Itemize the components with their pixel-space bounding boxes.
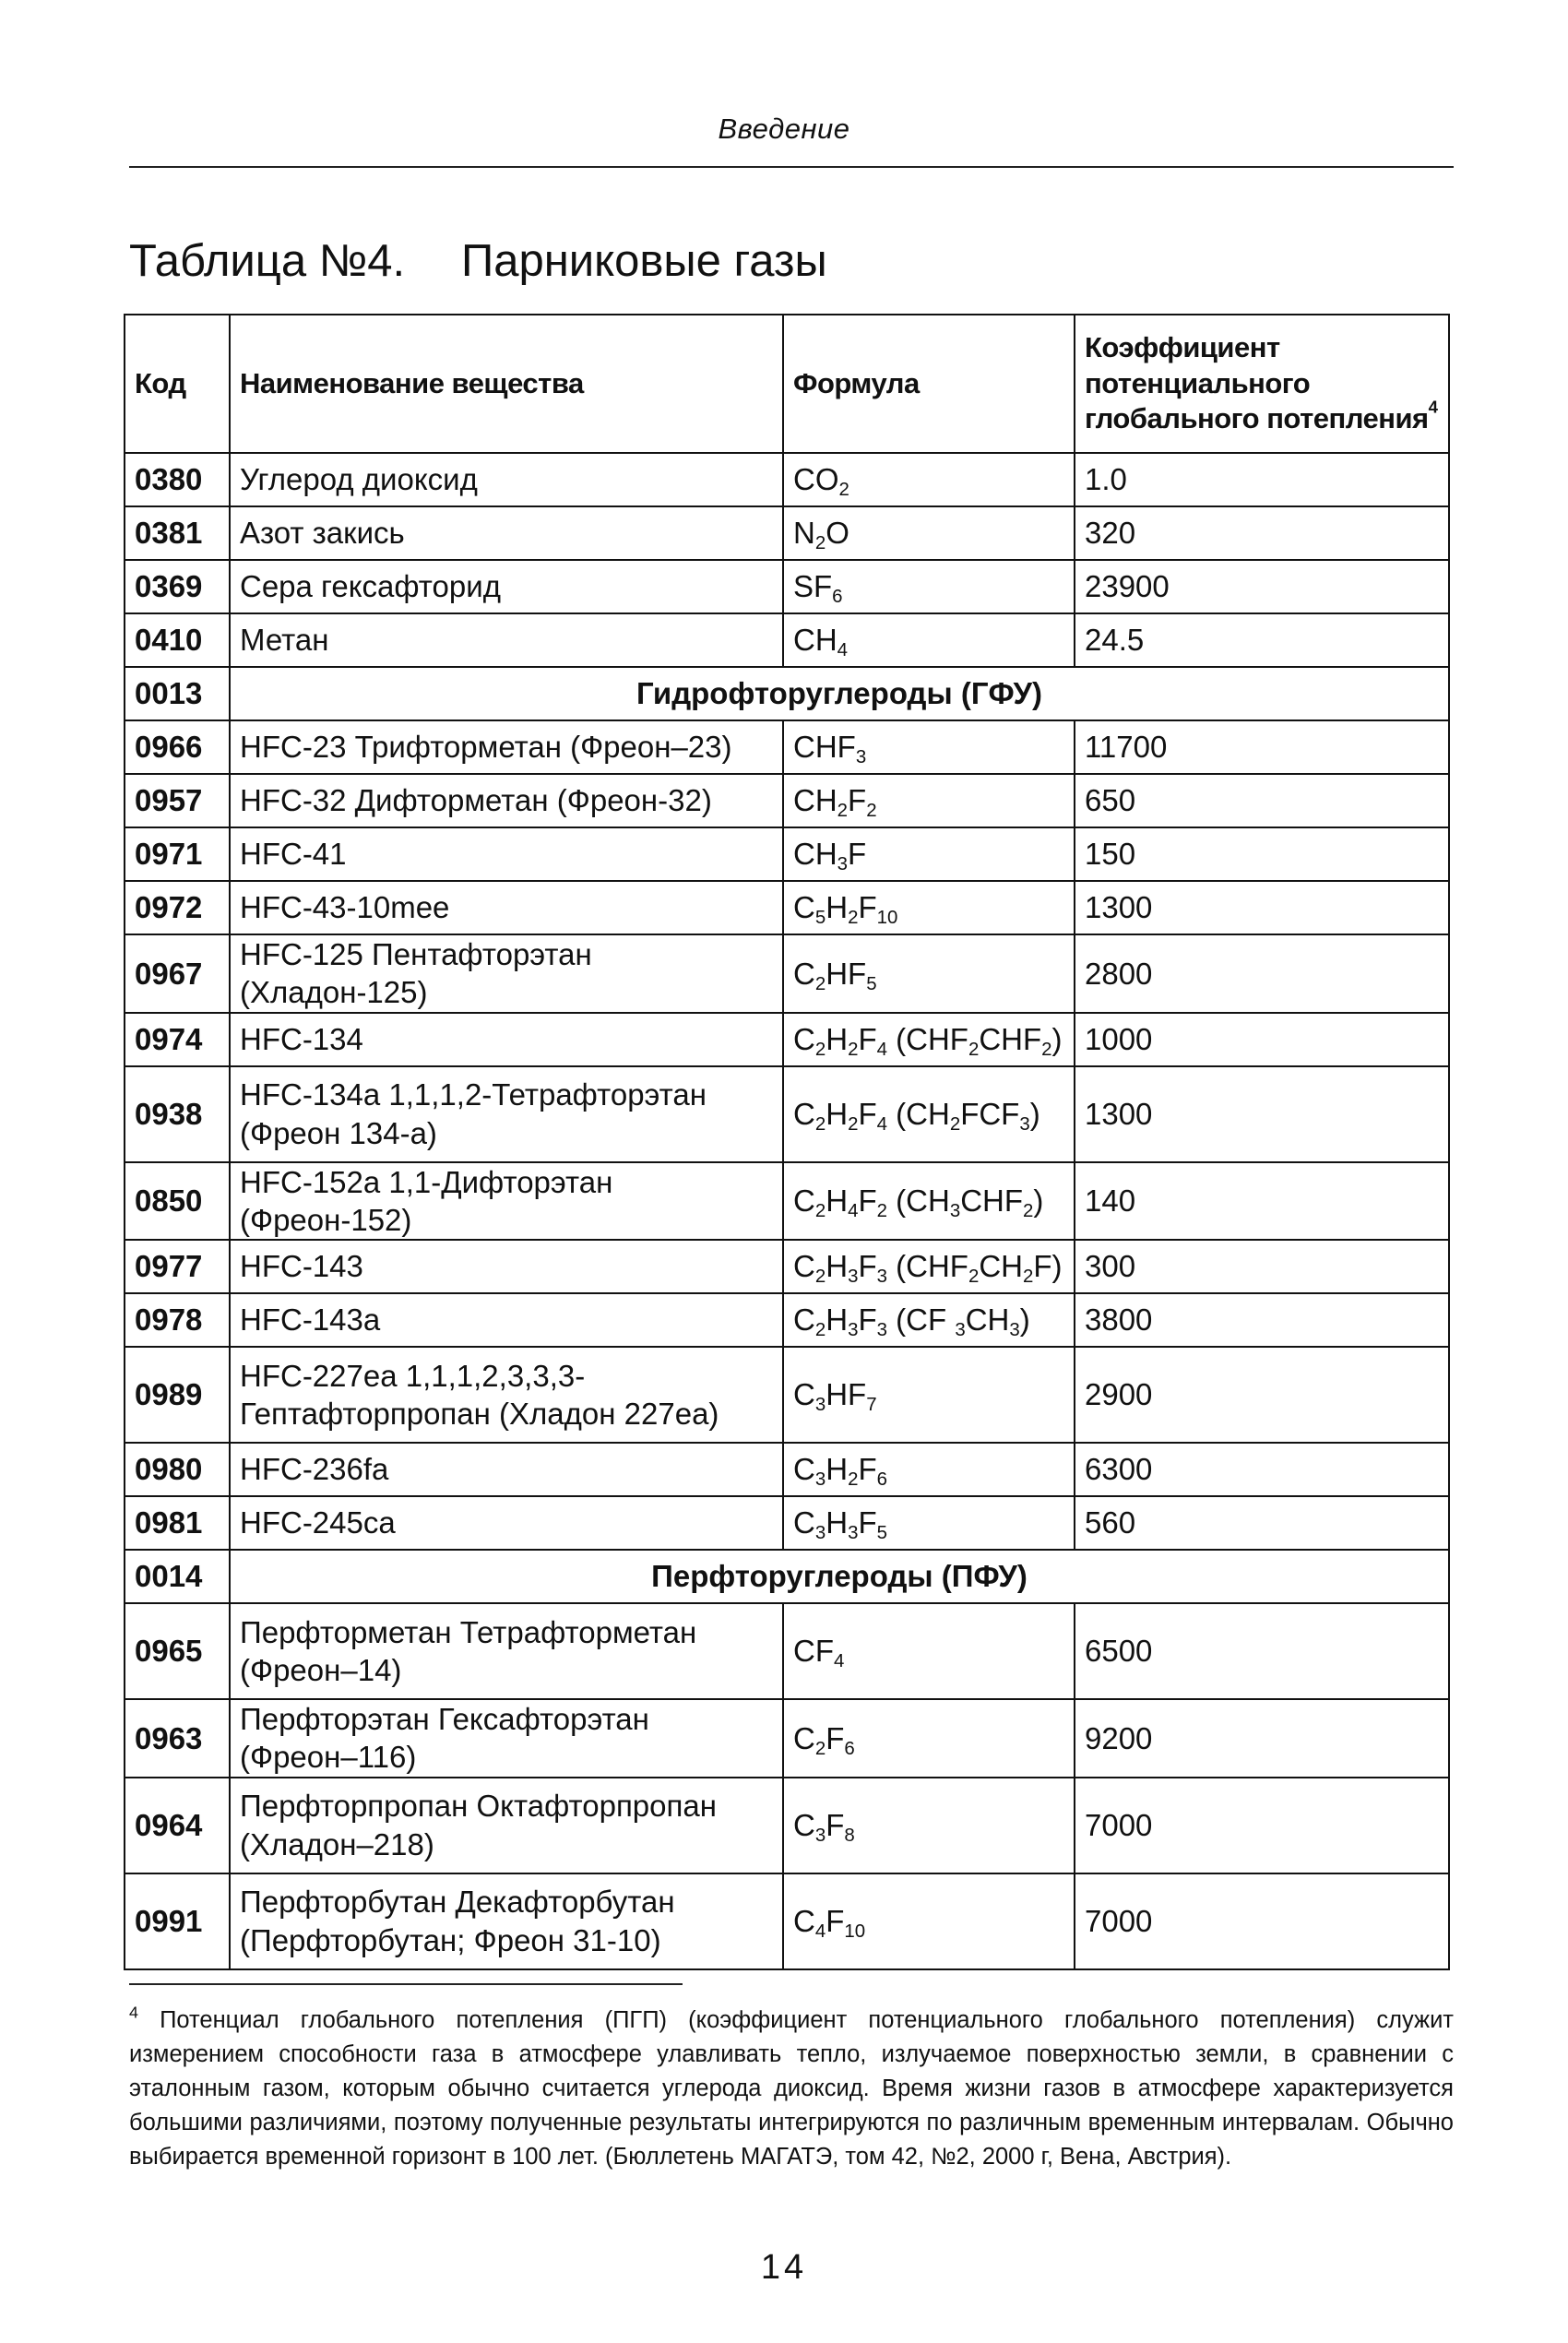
cell-gwp: 23900 <box>1075 560 1449 613</box>
cell-gwp: 11700 <box>1075 720 1449 774</box>
cell-name: HFC-41 <box>230 827 783 881</box>
greenhouse-gases-table <box>124 314 1450 1970</box>
cell-name: HFC-152a 1,1-Дифторэтан (Фреон-152) <box>230 1162 783 1241</box>
column-header-name: Наименование вещества <box>230 315 783 453</box>
table-row <box>125 613 1449 667</box>
cell-gwp: 1000 <box>1075 1013 1449 1066</box>
footnote-text: Потенциал глобального потепления (ПГП) (коэффициент потенциального глобального потепления) служит измерением способности газа в атмосфере улавливать тепло, излучаемое поверхностью земли, в сравнении с эталонным газом, которым обычно считается углерода диоксид. Время жизни газов в атмосфере характеризуется большими различиями, поэтому полученные результаты интегрируются по различным временным интервалам. Обычно выбирается временной горизонт в 100 лет. (Бюллетень МАГАТЭ, том 42, №2, 2000 г, Вена, Австрия). <box>129 2007 1454 2170</box>
table-row <box>125 1347 1449 1443</box>
cell-code: 0989 <box>125 1347 230 1443</box>
cell-formula: $C_3F_8$ <box>783 1778 1075 1873</box>
table-row <box>125 1162 1449 1241</box>
cell-code: 0850 <box>125 1162 230 1241</box>
cell-formula: $C_2H_2F_4$ $(CHF_2CHF_2)$ <box>783 1013 1075 1066</box>
table-row <box>125 1293 1449 1347</box>
cell-formula: $C_2H_2F_4$ $(CH_2FCF_3)$ <box>783 1066 1075 1162</box>
cell-code: 0957 <box>125 774 230 827</box>
cell-code: 0410 <box>125 613 230 667</box>
table-row <box>125 1013 1449 1066</box>
footnote <box>129 2004 1454 2174</box>
cell-code: 0964 <box>125 1778 230 1873</box>
cell-formula: $CH_2F_2$ <box>783 774 1075 827</box>
cell-formula: $CO_2$ <box>783 453 1075 506</box>
cell-formula: $C_2F_6$ <box>783 1699 1075 1778</box>
cell-code: 0963 <box>125 1699 230 1778</box>
table-row <box>125 453 1449 506</box>
cell-gwp: 1300 <box>1075 1066 1449 1162</box>
table-row <box>125 774 1449 827</box>
column-header-gwp <box>1075 315 1449 453</box>
table-row <box>125 1873 1449 1969</box>
cell-gwp: 560 <box>1075 1496 1449 1550</box>
cell-code: 0991 <box>125 1873 230 1969</box>
cell-gwp: 9200 <box>1075 1699 1449 1778</box>
cell-formula: $C_2H_3F_3$ $(CHF_2CH_2F)$ <box>783 1240 1075 1293</box>
cell-name: Азот закись <box>230 506 783 560</box>
cell-code: 0966 <box>125 720 230 774</box>
table-row <box>125 1443 1449 1496</box>
cell-gwp: 2800 <box>1075 934 1449 1013</box>
table-header-row <box>125 315 1449 453</box>
cell-formula: $C_5H_2F_{10}$ <box>783 881 1075 934</box>
cell-formula: $CH_4$ <box>783 613 1075 667</box>
cell-name: Углерод диоксид <box>230 453 783 506</box>
cell-name: HFC-43-10mee <box>230 881 783 934</box>
cell-code: 0974 <box>125 1013 230 1066</box>
cell-formula: $N_2O$ <box>783 506 1075 560</box>
cell-name: HFC-143a <box>230 1293 783 1347</box>
cell-formula: $CH_3F$ <box>783 827 1075 881</box>
cell-name: HFC-245ca <box>230 1496 783 1550</box>
table-body <box>125 453 1449 1969</box>
table-row <box>125 1778 1449 1873</box>
table-row <box>125 1066 1449 1162</box>
footnote-marker: 4 <box>129 2003 138 2022</box>
cell-formula: $C_3H_2F_6$ <box>783 1443 1075 1496</box>
table-row <box>125 720 1449 774</box>
table-group-row <box>125 667 1449 720</box>
cell-name: Перфторпропан Октафторпропан (Хладон–218) <box>230 1778 783 1873</box>
cell-gwp: 1.0 <box>1075 453 1449 506</box>
cell-gwp: 24.5 <box>1075 613 1449 667</box>
cell-formula: $C_4F_{10}$ <box>783 1873 1075 1969</box>
cell-code: 0971 <box>125 827 230 881</box>
table-row <box>125 1496 1449 1550</box>
cell-gwp: 6500 <box>1075 1603 1449 1699</box>
cell-gwp: 150 <box>1075 827 1449 881</box>
table-row <box>125 506 1449 560</box>
cell-formula: $CHF_3$ <box>783 720 1075 774</box>
cell-gwp: 650 <box>1075 774 1449 827</box>
cell-code: 0981 <box>125 1496 230 1550</box>
cell-group-title: Перфторуглероды (ПФУ) <box>230 1550 1449 1603</box>
table-row <box>125 1240 1449 1293</box>
cell-code: 0980 <box>125 1443 230 1496</box>
footnote-ref: 4 <box>1428 397 1438 417</box>
table-row <box>125 560 1449 613</box>
footnote-divider <box>129 1983 683 1985</box>
cell-gwp: 320 <box>1075 506 1449 560</box>
cell-name: HFC-227ea 1,1,1,2,3,3,3-Гептафторпропан (Хладон 227ea) <box>230 1347 783 1443</box>
cell-gwp: 300 <box>1075 1240 1449 1293</box>
cell-group-title: Гидрофторуглероды (ГФУ) <box>230 667 1449 720</box>
cell-gwp: 1300 <box>1075 881 1449 934</box>
cell-formula: $C_2H_4F_2$ $(CH_3CHF_2)$ <box>783 1162 1075 1241</box>
column-header-formula: Формула <box>783 315 1075 453</box>
cell-name: HFC-23 Трифторметан (Фреон–23) <box>230 720 783 774</box>
cell-formula: $C_3H_3F_5$ <box>783 1496 1075 1550</box>
page-number: 14 <box>760 2248 808 2287</box>
table-row <box>125 1603 1449 1699</box>
cell-code: 0014 <box>125 1550 230 1603</box>
cell-gwp: 6300 <box>1075 1443 1449 1496</box>
cell-code: 0380 <box>125 453 230 506</box>
cell-gwp: 140 <box>1075 1162 1449 1241</box>
cell-formula: $C_3HF_7$ <box>783 1347 1075 1443</box>
table-number: Таблица №4. <box>129 236 406 286</box>
cell-name: Перфторбутан Декафторбутан (Перфторбутан; Фреон 31-10) <box>230 1873 783 1969</box>
cell-code: 0972 <box>125 881 230 934</box>
cell-name: Перфторметан Тетрафторметан (Фреон–14) <box>230 1603 783 1699</box>
running-header: Введение <box>718 113 850 145</box>
table-row <box>125 881 1449 934</box>
cell-name: HFC-134a 1,1,1,2-Тетрафторэтан (Фреон 134-a) <box>230 1066 783 1162</box>
table-row <box>125 934 1449 1013</box>
cell-code: 0965 <box>125 1603 230 1699</box>
cell-name: HFC-134 <box>230 1013 783 1066</box>
cell-gwp: 3800 <box>1075 1293 1449 1347</box>
cell-gwp: 2900 <box>1075 1347 1449 1443</box>
cell-name: HFC-125 Пентафторэтан (Хладон-125) <box>230 934 783 1013</box>
table-group-row <box>125 1550 1449 1603</box>
cell-code: 0013 <box>125 667 230 720</box>
cell-name: Сера гексафторид <box>230 560 783 613</box>
cell-name: HFC-236fa <box>230 1443 783 1496</box>
cell-formula: $C_2H_3F_3$ (CF $_3CH_3$) <box>783 1293 1075 1347</box>
header-divider <box>129 166 1454 168</box>
cell-formula: $C_2HF_5$ <box>783 934 1075 1013</box>
table-title: Парниковые газы <box>461 236 827 286</box>
cell-name: HFC-32 Дифторметан (Фреон-32) <box>230 774 783 827</box>
cell-name: HFC-143 <box>230 1240 783 1293</box>
cell-code: 0369 <box>125 560 230 613</box>
table-row <box>125 827 1449 881</box>
table-row <box>125 1699 1449 1778</box>
cell-name: Перфторэтан Гексафторэтан (Фреон–116) <box>230 1699 783 1778</box>
cell-formula: $SF_6$ <box>783 560 1075 613</box>
cell-code: 0978 <box>125 1293 230 1347</box>
cell-code: 0381 <box>125 506 230 560</box>
cell-code: 0967 <box>125 934 230 1013</box>
cell-code: 0938 <box>125 1066 230 1162</box>
cell-gwp: 7000 <box>1075 1873 1449 1969</box>
column-header-gwp-label: Коэффициент потенциального глобального потепления <box>1085 330 1429 435</box>
cell-formula: $CF_4$ <box>783 1603 1075 1699</box>
column-header-code: Код <box>125 315 230 453</box>
cell-gwp: 7000 <box>1075 1778 1449 1873</box>
cell-name: Метан <box>230 613 783 667</box>
cell-code: 0977 <box>125 1240 230 1293</box>
